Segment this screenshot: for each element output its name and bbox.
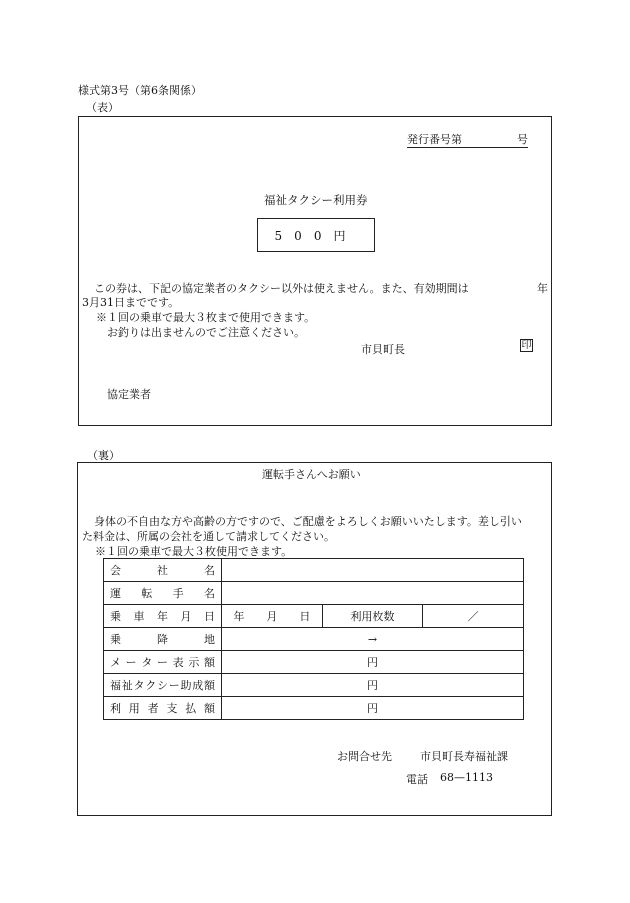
notice-year: 年 bbox=[537, 282, 548, 295]
table-row bbox=[104, 697, 524, 720]
amount-value: 500円 bbox=[274, 228, 358, 243]
row-label-driver: 運転手名 bbox=[104, 582, 222, 605]
back-section-label: （裏） bbox=[87, 449, 120, 462]
note-no-change: お釣りは出ませんのでご注意ください。 bbox=[107, 326, 305, 339]
row-value-meter[interactable]: 円 bbox=[222, 651, 524, 674]
row-value-subsidy[interactable]: 円 bbox=[222, 674, 524, 697]
seal-mark: 印 bbox=[521, 340, 532, 351]
notice-line1: この券は、下記の協定業者のタクシー以外は使えません。また、有効期間は bbox=[94, 282, 469, 295]
notice-line2: 3月31日までです。 bbox=[82, 296, 180, 309]
back-title: 運転手さんへお願い bbox=[262, 468, 361, 481]
issuer-name: 市貝町長 bbox=[361, 343, 405, 356]
row-label-subsidy: 福祉タクシー助成額 bbox=[104, 674, 222, 697]
row-label-route: 乗降地 bbox=[104, 628, 222, 651]
row-label-meter: メーター表示額 bbox=[104, 651, 222, 674]
ticket-title: 福祉タクシー利用券 bbox=[264, 193, 368, 207]
row-label-count: 利用枚数 bbox=[322, 605, 423, 628]
phone-number: 68—1113 bbox=[440, 771, 493, 784]
table-row bbox=[104, 674, 524, 697]
back-note: ※１回の乗車で最大３枚使用できます。 bbox=[95, 545, 293, 558]
row-label-date: 乗車年月日 bbox=[104, 605, 222, 628]
note-max-tickets: ※１回の乗車で最大３枚まで使用できます。 bbox=[96, 311, 316, 324]
row-label-company: 会社名 bbox=[104, 559, 222, 582]
table-row bbox=[104, 559, 524, 582]
issue-number: 発行番号第 号 bbox=[407, 133, 528, 146]
phone-label: 電話 bbox=[406, 773, 428, 786]
front-section-label: （表） bbox=[86, 101, 119, 114]
amount-box bbox=[257, 218, 375, 252]
back-body-line2: た料金は、所属の会社を通して請求してください。 bbox=[82, 530, 335, 543]
row-value-count[interactable]: ／ bbox=[423, 605, 524, 628]
driver-info-table bbox=[103, 558, 524, 720]
row-value-route[interactable]: → bbox=[222, 628, 524, 651]
table-row bbox=[104, 582, 524, 605]
table-row bbox=[104, 651, 524, 674]
contact-label: お問合せ先 bbox=[337, 750, 392, 763]
row-value-user-payment[interactable]: 円 bbox=[222, 697, 524, 720]
agency-label: 協定業者 bbox=[107, 388, 151, 401]
form-label: 様式第3号（第6条関係） bbox=[78, 84, 202, 97]
table-row bbox=[104, 628, 524, 651]
contact-dept: 市貝町長寿福祉課 bbox=[420, 750, 508, 763]
front-card bbox=[78, 116, 552, 426]
row-label-user-payment: 利用者支払額 bbox=[104, 697, 222, 720]
row-value-driver[interactable] bbox=[222, 582, 524, 605]
row-value-company[interactable] bbox=[222, 559, 524, 582]
back-body-line1: 身体の不自由な方や高齢の方ですので、ご配慮をよろしくお願いいたします。差し引い bbox=[94, 515, 522, 528]
row-value-date[interactable]: 年 月 日 bbox=[222, 605, 323, 628]
table-row bbox=[104, 605, 524, 628]
